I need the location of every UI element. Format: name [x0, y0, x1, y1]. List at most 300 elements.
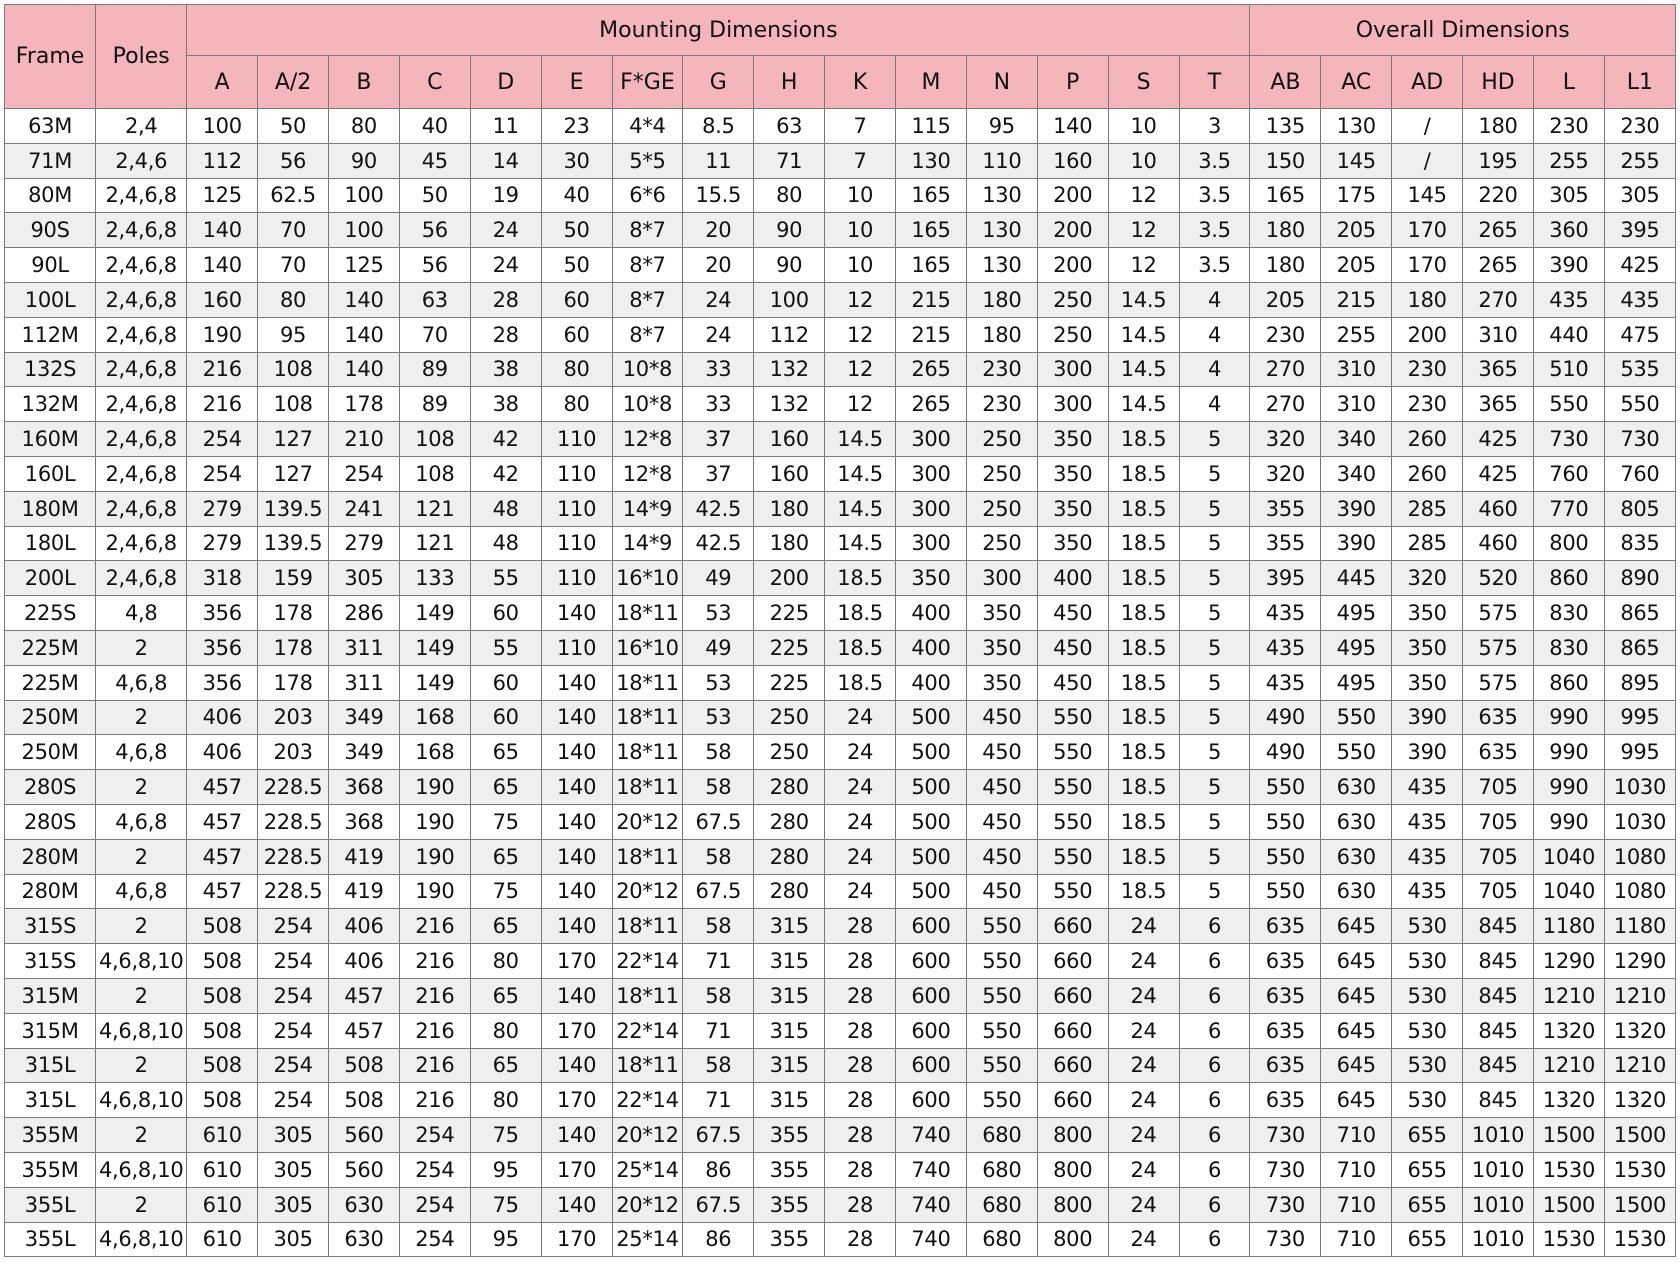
table-cell: 170: [541, 944, 612, 979]
frame-cell: 280S: [5, 770, 96, 805]
table-cell: 228.5: [258, 804, 329, 839]
table-cell: 350: [966, 630, 1037, 665]
table-cell: 215: [896, 317, 967, 352]
poles-cell: 2: [96, 839, 187, 874]
table-cell: 24: [825, 804, 896, 839]
table-row: [5, 213, 1676, 248]
table-row: [5, 282, 1676, 317]
frame-cell: 132S: [5, 352, 96, 387]
table-cell: 80: [258, 282, 329, 317]
table-cell: 130: [966, 213, 1037, 248]
table-cell: 110: [541, 422, 612, 457]
table-cell: 40: [399, 109, 470, 144]
table-cell: 630: [1321, 839, 1392, 874]
table-cell: 635: [1463, 735, 1534, 770]
table-cell: 305: [258, 1187, 329, 1222]
poles-cell: 2,4,6,8: [96, 178, 187, 213]
table-cell: 460: [1463, 491, 1534, 526]
table-cell: 7: [825, 143, 896, 178]
table-cell: 435: [1604, 282, 1675, 317]
table-cell: 800: [1037, 1118, 1108, 1153]
table-cell: 845: [1463, 944, 1534, 979]
table-cell: 419: [329, 874, 400, 909]
table-cell: 320: [1250, 422, 1321, 457]
table-cell: 710: [1321, 1222, 1392, 1257]
frame-cell: 160L: [5, 456, 96, 491]
table-cell: 550: [1037, 770, 1108, 805]
table-cell: 600: [896, 909, 967, 944]
table-cell: 6: [1179, 1187, 1250, 1222]
table-cell: 530: [1392, 978, 1463, 1013]
table-cell: 12*8: [612, 456, 683, 491]
table-cell: 3: [1179, 109, 1250, 144]
table-cell: 4: [1179, 317, 1250, 352]
table-cell: 3.5: [1179, 178, 1250, 213]
header-overall-dimensions: Overall Dimensions: [1250, 5, 1676, 56]
table-cell: 149: [399, 596, 470, 631]
table-cell: 60: [470, 596, 541, 631]
table-cell: 425: [1604, 248, 1675, 283]
table-cell: 610: [187, 1152, 258, 1187]
table-cell: 24: [825, 839, 896, 874]
table-cell: 130: [966, 178, 1037, 213]
table-cell: 28: [470, 317, 541, 352]
table-row: [5, 700, 1676, 735]
table-cell: 14.5: [1108, 282, 1179, 317]
table-cell: 225: [754, 596, 825, 631]
table-cell: 995: [1604, 700, 1675, 735]
table-cell: 254: [187, 422, 258, 457]
column-header-mounting: G: [683, 56, 754, 109]
table-row: [5, 665, 1676, 700]
poles-cell: 4,6,8,10: [96, 944, 187, 979]
table-cell: 12: [825, 317, 896, 352]
table-cell: 500: [896, 874, 967, 909]
table-cell: 14*9: [612, 526, 683, 561]
table-cell: 140: [541, 909, 612, 944]
table-cell: 550: [966, 1048, 1037, 1083]
column-header-mounting: H: [754, 56, 825, 109]
table-cell: 58: [683, 1048, 754, 1083]
column-header-mounting: F*GE: [612, 56, 683, 109]
table-cell: 5: [1179, 700, 1250, 735]
table-row: [5, 1222, 1676, 1257]
table-cell: 165: [896, 248, 967, 283]
table-cell: 250: [966, 491, 1037, 526]
table-cell: 500: [896, 839, 967, 874]
table-cell: 28: [825, 1048, 896, 1083]
table-cell: 80: [470, 1013, 541, 1048]
table-cell: 18.5: [1108, 630, 1179, 665]
table-cell: 830: [1533, 630, 1604, 665]
table-cell: 705: [1463, 770, 1534, 805]
table-cell: 800: [1037, 1152, 1108, 1187]
table-cell: 195: [1463, 143, 1534, 178]
frame-cell: 132M: [5, 387, 96, 422]
table-cell: 610: [187, 1222, 258, 1257]
table-cell: 740: [896, 1152, 967, 1187]
table-cell: 550: [1250, 770, 1321, 805]
table-cell: 10: [825, 213, 896, 248]
table-cell: 5: [1179, 422, 1250, 457]
frame-cell: 63M: [5, 109, 96, 144]
table-cell: 610: [187, 1187, 258, 1222]
table-cell: 270: [1463, 282, 1534, 317]
table-cell: 355: [1250, 526, 1321, 561]
table-cell: 350: [1037, 422, 1108, 457]
column-header-mounting: P: [1037, 56, 1108, 109]
table-cell: 100: [187, 109, 258, 144]
table-cell: 6: [1179, 1083, 1250, 1118]
table-cell: 705: [1463, 874, 1534, 909]
table-cell: 49: [683, 561, 754, 596]
header-mounting-dimensions: Mounting Dimensions: [187, 5, 1250, 56]
table-cell: 170: [1392, 248, 1463, 283]
table-cell: 315: [754, 1013, 825, 1048]
table-cell: 645: [1321, 978, 1392, 1013]
table-cell: 230: [966, 387, 1037, 422]
table-cell: 1320: [1533, 1013, 1604, 1048]
column-header-overall: L1: [1604, 56, 1675, 109]
table-cell: 18*11: [612, 770, 683, 805]
table-cell: 4*4: [612, 109, 683, 144]
table-cell: 680: [966, 1152, 1037, 1187]
table-cell: 435: [1392, 874, 1463, 909]
column-header-mounting: S: [1108, 56, 1179, 109]
table-row: [5, 1152, 1676, 1187]
table-cell: 140: [541, 978, 612, 1013]
table-cell: 28: [825, 909, 896, 944]
poles-cell: 4,6,8,10: [96, 1013, 187, 1048]
column-header-overall: HD: [1463, 56, 1534, 109]
table-cell: 5: [1179, 804, 1250, 839]
table-cell: 990: [1533, 770, 1604, 805]
table-cell: 71: [683, 944, 754, 979]
table-cell: 450: [1037, 630, 1108, 665]
table-cell: 37: [683, 422, 754, 457]
table-cell: 3.5: [1179, 143, 1250, 178]
table-cell: 8.5: [683, 109, 754, 144]
frame-cell: 112M: [5, 317, 96, 352]
table-cell: 730: [1250, 1118, 1321, 1153]
table-cell: 165: [896, 213, 967, 248]
table-cell: 25*14: [612, 1222, 683, 1257]
table-header: [5, 5, 1676, 109]
table-cell: 845: [1463, 1083, 1534, 1118]
table-cell: 660: [1037, 1013, 1108, 1048]
table-cell: 300: [896, 526, 967, 561]
table-cell: 495: [1321, 630, 1392, 665]
poles-cell: 2,4,6,8: [96, 456, 187, 491]
column-header-mounting: M: [896, 56, 967, 109]
table-cell: 630: [1321, 874, 1392, 909]
table-cell: 30: [541, 143, 612, 178]
table-cell: 1030: [1604, 770, 1675, 805]
table-cell: 200: [1392, 317, 1463, 352]
table-row: [5, 1013, 1676, 1048]
table-cell: 110: [541, 491, 612, 526]
frame-cell: 355M: [5, 1152, 96, 1187]
table-cell: 740: [896, 1187, 967, 1222]
table-cell: 180: [754, 491, 825, 526]
table-cell: 535: [1604, 352, 1675, 387]
table-cell: 368: [329, 804, 400, 839]
table-cell: 315: [754, 978, 825, 1013]
table-cell: 203: [258, 700, 329, 735]
table-cell: 5: [1179, 735, 1250, 770]
table-cell: 11: [683, 143, 754, 178]
table-cell: 300: [896, 456, 967, 491]
table-cell: 5: [1179, 770, 1250, 805]
table-cell: 14.5: [1108, 317, 1179, 352]
table-cell: 140: [541, 770, 612, 805]
poles-cell: 2: [96, 700, 187, 735]
table-cell: 425: [1463, 456, 1534, 491]
table-cell: 1080: [1604, 874, 1675, 909]
table-cell: 5: [1179, 491, 1250, 526]
table-cell: 58: [683, 839, 754, 874]
table-row: [5, 1187, 1676, 1222]
table-cell: 860: [1533, 665, 1604, 700]
table-cell: 305: [258, 1118, 329, 1153]
table-cell: 140: [541, 839, 612, 874]
table-cell: 170: [1392, 213, 1463, 248]
poles-cell: 2: [96, 630, 187, 665]
table-cell: 140: [541, 735, 612, 770]
table-cell: 241: [329, 491, 400, 526]
table-cell: 4: [1179, 352, 1250, 387]
table-cell: 65: [470, 909, 541, 944]
table-cell: 340: [1321, 456, 1392, 491]
table-cell: 730: [1250, 1152, 1321, 1187]
table-cell: 1320: [1604, 1083, 1675, 1118]
table-cell: 508: [187, 909, 258, 944]
table-cell: 130: [966, 248, 1037, 283]
table-cell: 280: [754, 770, 825, 805]
table-cell: 280: [754, 839, 825, 874]
table-cell: 250: [1037, 282, 1108, 317]
table-row: [5, 178, 1676, 213]
poles-cell: 4,6,8,10: [96, 1152, 187, 1187]
table-cell: 5: [1179, 665, 1250, 700]
poles-cell: 2: [96, 1048, 187, 1083]
table-cell: 365: [1463, 387, 1534, 422]
table-cell: 150: [1250, 143, 1321, 178]
table-cell: 1530: [1533, 1222, 1604, 1257]
table-cell: 530: [1392, 944, 1463, 979]
table-cell: 508: [329, 1048, 400, 1083]
poles-cell: 2,4,6,8: [96, 422, 187, 457]
table-cell: 760: [1604, 456, 1675, 491]
table-cell: 56: [399, 213, 470, 248]
table-cell: 190: [399, 770, 470, 805]
table-cell: 4: [1179, 282, 1250, 317]
poles-cell: 2,4: [96, 109, 187, 144]
table-cell: 165: [896, 178, 967, 213]
table-cell: 710: [1321, 1152, 1392, 1187]
table-cell: 575: [1463, 665, 1534, 700]
table-cell: 121: [399, 526, 470, 561]
table-cell: 127: [258, 456, 329, 491]
table-cell: 18*11: [612, 596, 683, 631]
table-cell: 108: [258, 352, 329, 387]
table-cell: 457: [187, 874, 258, 909]
table-cell: 255: [1604, 143, 1675, 178]
column-header-mounting: K: [825, 56, 896, 109]
table-cell: 24: [1108, 1048, 1179, 1083]
poles-cell: 2,4,6,8: [96, 352, 187, 387]
table-cell: 460: [1463, 526, 1534, 561]
table-cell: 250: [754, 700, 825, 735]
table-cell: 610: [187, 1118, 258, 1153]
table-cell: 125: [329, 248, 400, 283]
table-cell: 8*7: [612, 213, 683, 248]
table-cell: 53: [683, 665, 754, 700]
table-cell: 630: [1321, 804, 1392, 839]
table-cell: 18.5: [1108, 735, 1179, 770]
table-cell: 254: [258, 1048, 329, 1083]
table-cell: 140: [541, 874, 612, 909]
table-cell: 33: [683, 352, 754, 387]
table-row: [5, 944, 1676, 979]
table-cell: 216: [399, 1013, 470, 1048]
table-cell: 20*12: [612, 804, 683, 839]
table-cell: 635: [1250, 944, 1321, 979]
table-cell: 550: [966, 978, 1037, 1013]
frame-cell: 315L: [5, 1083, 96, 1118]
table-cell: 200: [1037, 178, 1108, 213]
table-cell: 254: [258, 909, 329, 944]
table-cell: 450: [1037, 596, 1108, 631]
poles-cell: 4,6,8,10: [96, 1083, 187, 1118]
table-cell: 67.5: [683, 1187, 754, 1222]
table-cell: 180: [966, 282, 1037, 317]
table-cell: 53: [683, 700, 754, 735]
table-cell: 170: [541, 1222, 612, 1257]
table-cell: /: [1392, 109, 1463, 144]
table-cell: 8*7: [612, 248, 683, 283]
table-cell: 254: [258, 1083, 329, 1118]
table-cell: 139.5: [258, 526, 329, 561]
table-cell: 14.5: [825, 456, 896, 491]
table-cell: 24: [1108, 1083, 1179, 1118]
table-cell: 159: [258, 561, 329, 596]
table-cell: 450: [966, 700, 1037, 735]
table-cell: 406: [187, 735, 258, 770]
table-cell: 254: [258, 978, 329, 1013]
column-header-mounting: E: [541, 56, 612, 109]
table-cell: 121: [399, 491, 470, 526]
table-cell: 70: [258, 213, 329, 248]
table-cell: 660: [1037, 909, 1108, 944]
table-cell: 730: [1250, 1222, 1321, 1257]
table-cell: 190: [399, 804, 470, 839]
table-cell: 500: [896, 735, 967, 770]
table-cell: 425: [1463, 422, 1534, 457]
table-cell: 530: [1392, 1083, 1463, 1118]
table-cell: 635: [1250, 1048, 1321, 1083]
table-cell: 28: [825, 1013, 896, 1048]
frame-cell: 355L: [5, 1222, 96, 1257]
table-cell: 495: [1321, 665, 1392, 700]
table-cell: 1500: [1533, 1118, 1604, 1153]
table-cell: 5*5: [612, 143, 683, 178]
table-cell: 108: [399, 422, 470, 457]
table-cell: 390: [1321, 526, 1392, 561]
table-cell: 140: [541, 804, 612, 839]
table-cell: 58: [683, 978, 754, 1013]
table-cell: 132: [754, 352, 825, 387]
table-cell: 100: [754, 282, 825, 317]
column-header-mounting: C: [399, 56, 470, 109]
table-cell: 300: [966, 561, 1037, 596]
table-cell: 550: [1250, 804, 1321, 839]
table-cell: 1530: [1604, 1222, 1675, 1257]
table-cell: 24: [825, 874, 896, 909]
poles-cell: 2: [96, 770, 187, 805]
table-cell: 178: [329, 387, 400, 422]
table-row: [5, 352, 1676, 387]
table-cell: 200: [1037, 213, 1108, 248]
table-cell: 90: [754, 213, 825, 248]
table-cell: 12: [1108, 178, 1179, 213]
table-cell: 320: [1250, 456, 1321, 491]
table-cell: 270: [1250, 387, 1321, 422]
table-row: [5, 1083, 1676, 1118]
table-cell: 160: [187, 282, 258, 317]
frame-cell: 280M: [5, 874, 96, 909]
table-cell: 350: [1037, 456, 1108, 491]
table-cell: 6: [1179, 1222, 1250, 1257]
table-cell: 14.5: [1108, 387, 1179, 422]
table-cell: 1040: [1533, 874, 1604, 909]
table-cell: 450: [966, 770, 1037, 805]
table-cell: 311: [329, 630, 400, 665]
table-cell: 495: [1321, 596, 1392, 631]
table-cell: 6: [1179, 1118, 1250, 1153]
table-cell: 305: [1604, 178, 1675, 213]
table-cell: 168: [399, 735, 470, 770]
table-cell: 75: [470, 1118, 541, 1153]
column-header-overall: L: [1533, 56, 1604, 109]
header-column-row: [5, 56, 1676, 109]
table-cell: 400: [896, 665, 967, 700]
table-cell: 50: [399, 178, 470, 213]
table-cell: 635: [1250, 909, 1321, 944]
table-cell: 6: [1179, 944, 1250, 979]
frame-cell: 100L: [5, 282, 96, 317]
motor-dimension-table: [4, 4, 1676, 1257]
table-cell: 406: [187, 700, 258, 735]
poles-cell: 2: [96, 909, 187, 944]
table-cell: 630: [329, 1187, 400, 1222]
table-cell: 178: [258, 596, 329, 631]
poles-cell: 2,4,6,8: [96, 491, 187, 526]
table-cell: 10: [825, 248, 896, 283]
table-cell: 110: [541, 456, 612, 491]
frame-cell: 71M: [5, 143, 96, 178]
table-cell: 14.5: [825, 526, 896, 561]
table-cell: 18*11: [612, 839, 683, 874]
table-cell: 655: [1392, 1118, 1463, 1153]
table-cell: 508: [187, 944, 258, 979]
table-cell: 23: [541, 109, 612, 144]
table-cell: 645: [1321, 1083, 1392, 1118]
table-cell: 1180: [1604, 909, 1675, 944]
table-cell: 305: [258, 1222, 329, 1257]
table-cell: 12: [825, 352, 896, 387]
table-cell: 254: [399, 1187, 470, 1222]
